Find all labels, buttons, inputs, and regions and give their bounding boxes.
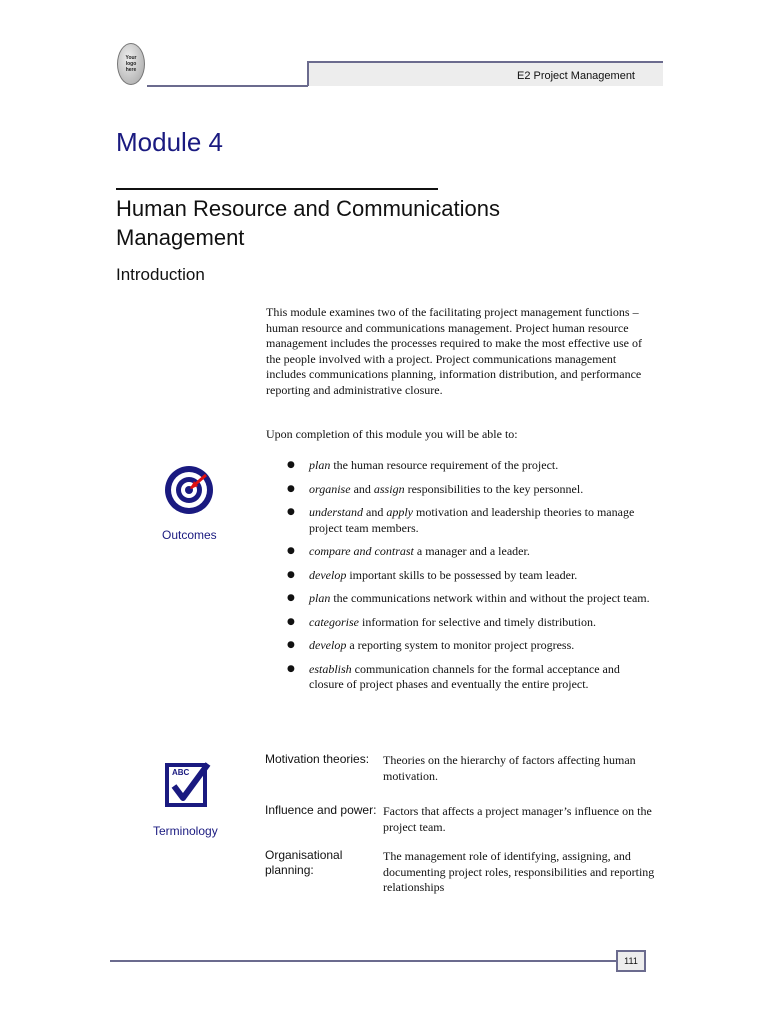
module-title: Module 4: [116, 127, 223, 157]
outcome-text: motivation and leadership theories to manage project team members.: [309, 505, 635, 535]
abc-icon-text: ABC: [172, 768, 190, 777]
outcome-text: the human resource requirement of the project.: [330, 458, 559, 472]
outcome-verb: understand: [309, 505, 363, 519]
outcome-verb: compare and contrast: [309, 544, 414, 558]
term-name: Motivation theories:: [265, 752, 370, 766]
outcome-item: [287, 662, 657, 693]
outcomes-label: Outcomes: [162, 528, 217, 542]
bullet-icon: ●: [287, 546, 295, 556]
outcome-text: and: [363, 505, 387, 519]
outcome-verb: develop: [309, 638, 347, 652]
outcome-text: a reporting system to monitor project progress.: [346, 638, 575, 652]
outcome-item: [287, 568, 657, 584]
bullet-icon: ●: [287, 460, 295, 470]
outcome-verb: establish: [309, 661, 352, 676]
outcome-text: a manager and a leader.: [413, 544, 530, 558]
outcome-item: [287, 591, 657, 607]
outcome-verb: plan: [309, 458, 331, 472]
outcome-verb: assign: [373, 481, 405, 496]
outcome-item: [287, 615, 657, 631]
term-name: Organisational planning:: [265, 848, 343, 877]
outcomes-list: [287, 458, 657, 701]
outcome-text: and: [350, 481, 374, 496]
term-name: Influence and power:: [265, 803, 377, 817]
outcome-text: the communications network within and without the project team.: [330, 591, 650, 605]
outcome-item: [287, 482, 657, 498]
outcome-verb: organise: [309, 481, 351, 496]
outcome-item: [287, 544, 657, 560]
outcome-text: information for selective and timely distribution.: [359, 614, 596, 629]
bullet-icon: ●: [287, 507, 295, 517]
outcome-verb: apply: [386, 505, 413, 519]
bullet-icon: ●: [287, 640, 295, 650]
header-bar: [307, 61, 663, 86]
outcome-verb: categorise: [309, 614, 359, 629]
abc-checkbox-icon: [164, 760, 212, 810]
bullet-icon: ●: [287, 483, 295, 494]
introduction-heading: Introduction: [116, 265, 205, 284]
bullet-icon: ●: [287, 663, 295, 674]
outcome-verb: plan: [309, 591, 331, 605]
target-icon: [164, 464, 216, 516]
page-number: 111: [616, 950, 646, 972]
outcome-text: communication channels for the formal acceptance and closure of project phases and eventually the entire project.: [309, 661, 620, 691]
course-title: E2 Project Management: [516, 70, 635, 82]
header-rule: [147, 85, 308, 87]
bullet-icon: ●: [287, 593, 295, 603]
outcome-item: [287, 458, 657, 474]
term-definition: Factors that affects a project manager’s influence on the project team.: [383, 804, 652, 834]
terminology-label: Terminology: [153, 824, 218, 838]
intro-lead-in: Upon completion of this module you will be able to:: [266, 427, 518, 441]
section-title: Human Resource and Communications Management: [116, 196, 500, 250]
footer-rule: [110, 960, 618, 962]
intro-paragraph: This module examines two of the facilitating project management functions – human resource and communications management. Project human resource management includes the processes required to make the most effective use of the people involved with a project. Project communications management includes communications planning, information distribution, and performance reporting and administrative closure.: [266, 305, 642, 397]
outcome-text: responsibilities to the key personnel.: [404, 481, 584, 496]
term-definition: The management role of identifying, assigning, and documenting project roles, responsibilities and reporting relationships: [383, 849, 655, 894]
outcome-item: [287, 638, 657, 654]
term-definition: Theories on the hierarchy of factors affecting human motivation.: [383, 753, 636, 783]
bullet-icon: ●: [287, 616, 295, 627]
logo-text: Your logo here: [125, 55, 137, 73]
outcome-item: [287, 505, 657, 536]
title-rule: [116, 188, 438, 190]
outcome-text: important skills to be possessed by team leader.: [346, 567, 578, 582]
logo: [117, 43, 145, 85]
outcome-verb: develop: [309, 567, 347, 582]
bullet-icon: ●: [287, 569, 295, 580]
